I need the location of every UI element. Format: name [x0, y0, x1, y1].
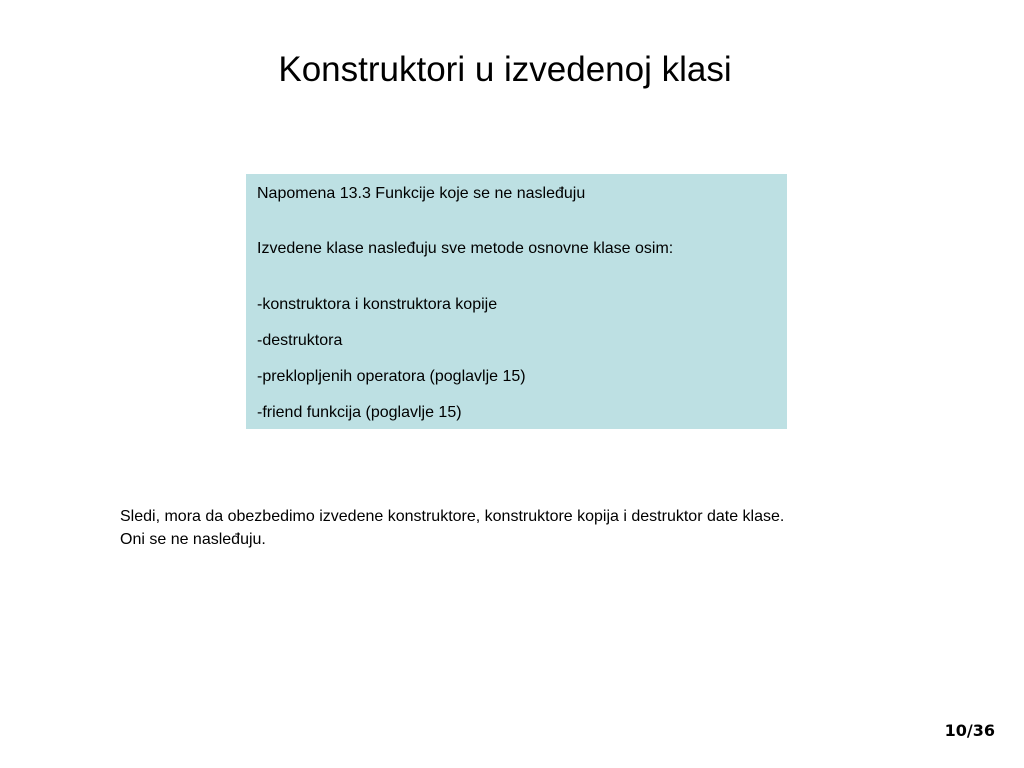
body-line-2: Oni se ne nasleđuju.	[120, 531, 266, 548]
note-item-constructors: -konstruktora i konstruktora kopije	[257, 296, 498, 313]
body-line-1: Sledi, mora da obezbedimo izvedene konstruktore, konstruktore kopija i destruktor date klase.	[120, 508, 785, 525]
note-item-overloaded-operators: -preklopljenih operatora (poglavlje 15)	[257, 368, 526, 385]
note-heading: Napomena 13.3 Funkcije koje se ne nasleđuju	[257, 185, 586, 202]
note-box	[246, 174, 787, 429]
page-number: 10/36	[944, 721, 995, 740]
slide-title: Konstruktori u izvedenoj klasi	[278, 50, 732, 89]
note-intro: Izvedene klase nasleđuju sve metode osnovne klase osim:	[257, 240, 674, 257]
body-paragraph	[120, 505, 784, 551]
note-item-friend-functions: -friend funkcija (poglavlje 15)	[257, 404, 462, 421]
note-item-destructors: -destruktora	[257, 332, 343, 349]
